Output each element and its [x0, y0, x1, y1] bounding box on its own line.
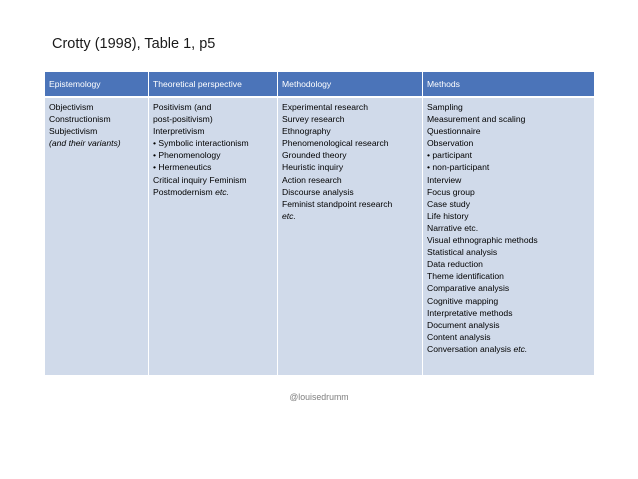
cell-line [153, 101, 273, 113]
cell-line [153, 186, 273, 198]
cell-line [282, 137, 418, 149]
cell-line-text: Theme identification [427, 271, 504, 282]
cell-line [427, 125, 590, 137]
cell-line-text: Narrative etc. [427, 222, 479, 233]
cell-line-text: Interpretivism [153, 126, 205, 137]
cell-line-text: Case study [427, 198, 470, 209]
cell-line-text: • Hermeneutics [153, 162, 212, 173]
footer-credit: @louisedrumm [289, 392, 349, 402]
cell-line [49, 125, 144, 137]
cell-line-text: Grounded theory [282, 150, 347, 161]
header-epistemology: Epistemology [45, 72, 149, 98]
cell-line-text: Objectivism [49, 102, 94, 112]
cell-line-suffix: etc. [513, 343, 528, 354]
cell-line [282, 174, 418, 186]
cell-line-text: Document analysis [427, 319, 500, 330]
cell-line [49, 101, 144, 113]
cell-line-text: Data reduction [427, 259, 483, 270]
cell-line-text: Cognitive mapping [427, 295, 499, 306]
cell-line-text: • Symbolic interactionism [153, 138, 249, 149]
cell-line-text: Survey research [282, 114, 345, 125]
cell-line-text: Subjectivism [49, 126, 98, 137]
cell-line [427, 319, 590, 331]
cell-line [282, 210, 418, 222]
cell-line [427, 137, 590, 149]
cell-line-text: Feminist standpoint research [282, 198, 393, 209]
cell-line [153, 113, 273, 125]
cell-line [427, 186, 590, 198]
cell-line-text: Visual ethnographic methods [427, 235, 538, 246]
cell-methods [423, 97, 595, 376]
cell-line-text: Measurement and scaling [427, 114, 526, 125]
cell-line [427, 258, 590, 270]
cell-line-text: • non-participant [427, 162, 490, 173]
cell-epistemology [45, 97, 149, 376]
cell-line [282, 149, 418, 161]
cell-line [427, 210, 590, 222]
header-theoretical-perspective: Theoretical perspective [149, 72, 278, 98]
cell-line [427, 149, 590, 161]
cell-line [282, 113, 418, 125]
cell-line [153, 149, 273, 161]
cell-line-text: Constructionism [49, 114, 111, 125]
cell-line [427, 307, 590, 319]
cell-line-text: Discourse analysis [282, 186, 354, 197]
header-methodology: Methodology [278, 72, 423, 98]
cell-line-text: Questionnaire [427, 126, 481, 137]
cell-line-suffix: etc. [215, 186, 229, 197]
cell-line [427, 234, 590, 246]
cell-line-text: Critical inquiry Feminism [153, 174, 247, 185]
cell-line-text: Action research [282, 174, 342, 185]
cell-line-text: Phenomenological research [282, 138, 389, 149]
cell-line [427, 331, 590, 343]
cell-line-text: Ethnography [282, 126, 331, 137]
cell-line [153, 125, 273, 137]
cell-line-text: • Phenomenology [153, 150, 221, 161]
table-header-row [45, 72, 595, 98]
cell-line [427, 222, 590, 234]
cell-line-text: Sampling [427, 102, 463, 112]
cell-line-text: Postmodernism [153, 186, 216, 197]
cell-line-text: Focus group [427, 186, 475, 197]
cell-line-text: (and their variants) [49, 138, 121, 149]
cell-line-text: Positivism (and [153, 102, 212, 112]
cell-line [49, 113, 144, 125]
cell-line-text: Interview [427, 174, 462, 185]
cell-line [49, 137, 144, 149]
header-methods: Methods [423, 72, 595, 98]
slide-title: Crotty (1998), Table 1, p5 [52, 36, 216, 52]
cell-line-text: etc. [282, 210, 296, 221]
cell-line-text: post-positivism) [153, 114, 213, 125]
cell-line-text: Heuristic inquiry [282, 162, 344, 173]
cell-line-text: Life history [427, 210, 469, 221]
cell-line [282, 186, 418, 198]
cell-line-text: • participant [427, 150, 473, 161]
cell-line [427, 161, 590, 173]
cell-methodology [278, 97, 423, 376]
cell-line-text: Interpretative methods [427, 307, 513, 318]
cell-line [282, 101, 418, 113]
cell-line [427, 198, 590, 210]
cell-line [427, 101, 590, 113]
cell-line [427, 343, 590, 355]
cell-line [282, 198, 418, 210]
cell-line-text: Statistical analysis [427, 247, 498, 258]
cell-line [427, 295, 590, 307]
cell-line [427, 270, 590, 282]
cell-line-text: Comparative analysis [427, 283, 510, 294]
cell-line [427, 174, 590, 186]
cell-theoretical-perspective [149, 97, 278, 376]
cell-line [282, 125, 418, 137]
cell-line-text: Content analysis [427, 331, 491, 342]
crotty-table [44, 71, 595, 376]
cell-line [153, 137, 273, 149]
cell-line-text: Observation [427, 138, 474, 149]
cell-line-text: Conversation analysis [427, 343, 514, 354]
cell-line-text: Experimental research [282, 102, 368, 112]
cell-line [153, 174, 273, 186]
cell-line [427, 282, 590, 294]
cell-line [427, 246, 590, 258]
table-row [45, 97, 595, 376]
cell-line [282, 161, 418, 173]
cell-line [153, 161, 273, 173]
cell-line [427, 113, 590, 125]
